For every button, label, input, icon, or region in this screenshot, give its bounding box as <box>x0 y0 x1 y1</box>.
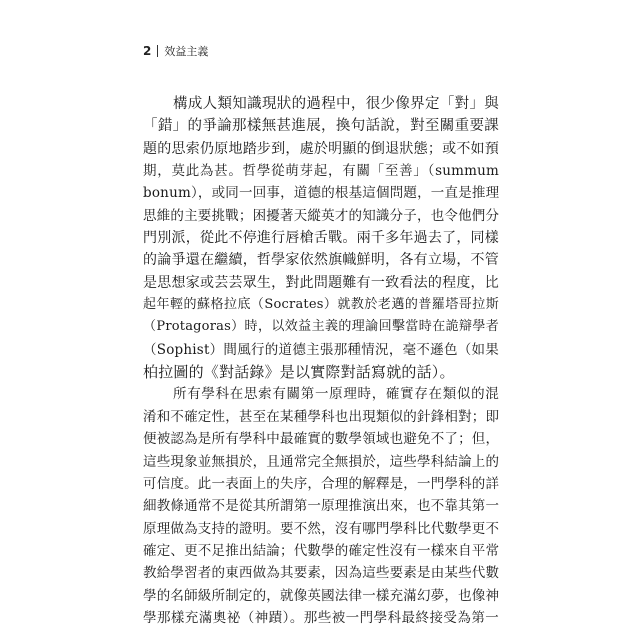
text-line: （Sophist）間風行的道德主張那種情況，毫不遜色（如果 <box>143 341 499 358</box>
text-line: 期，莫此為甚。哲學從萌芽起，有關「至善」（summum <box>143 163 499 180</box>
text-line: 確定、更不足推出結論；代數學的確定性沒有一樣來自平常 <box>143 542 499 559</box>
text-line: 原理做為支持的證明。要不然，沒有哪門學科比代數學更不 <box>143 520 499 537</box>
text-line: 學的名師級所制定的，就像英國法律一樣充滿幻夢，也像神 <box>143 587 499 604</box>
page-number: 2 <box>143 44 152 58</box>
text-line: 是思想家或芸芸眾生，對此問題難有一致看法的程度，比 <box>143 274 499 291</box>
body-text <box>143 93 499 629</box>
text-line: 柏拉圖的《對話錄》是以實際對話寫就的話）。 <box>143 363 455 382</box>
paragraph-1 <box>143 93 499 383</box>
text-line: 這些現象並無損於，且通常完全無損於，這些學科結論上的 <box>143 453 499 470</box>
text-line: 題的思索仍原地踏步到，處於明顯的倒退狀態；或不如預 <box>143 140 499 157</box>
text-line: 門別派，從此不停進行唇槍舌戰。兩千多年過去了，同樣 <box>143 230 499 247</box>
text-line: 學那樣充滿奧祕（神蹟）。那些被一門學科最終接受為第一 <box>143 609 499 626</box>
text-line: bonum），或同一回事，道德的根基這個問題，一直是推理 <box>143 185 499 202</box>
text-line: 思維的主要挑戰；困擾著天縱英才的知識分子，也令他們分 <box>143 207 499 224</box>
text-line: 構成人類知識現狀的過程中，很少像界定「對」與 <box>173 96 499 112</box>
text-line: 淆和不確定性，甚至在某種學科也出現類似的針鋒相對；即 <box>143 408 499 425</box>
text-line: 「錯」的爭論那樣無甚進展，換句話說，對至關重要課 <box>143 118 499 135</box>
text-line: 所有學科在思索有關第一原理時，確實存在類似的混 <box>173 386 499 403</box>
text-line: 的論爭還在繼續，哲學家依然旗幟鮮明，各有立場，不管 <box>143 252 499 269</box>
text-line: 細教條通常不是從其所謂第一原理推演出來，也不靠其第一 <box>143 498 499 515</box>
text-line: 起年輕的蘇格拉底（Socrates）就教於老邁的普羅塔哥拉斯 <box>143 297 499 313</box>
header-divider <box>157 45 158 57</box>
text-line: （Protagoras）時，以效益主義的理論回擊當時在詭辯學者 <box>143 319 499 335</box>
running-header <box>143 43 208 59</box>
text-line: 便被認為是所有學科中最確實的數學領域也避免不了；但， <box>143 431 499 448</box>
text-line: 教給學習者的東西做為其要素，因為這些要素是由某些代數 <box>143 565 499 582</box>
paragraph-2 <box>143 383 499 629</box>
text-line: 可信度。此一表面上的失序，合理的解釋是，一門學科的詳 <box>143 475 499 492</box>
book-title: 效益主義 <box>164 45 209 58</box>
